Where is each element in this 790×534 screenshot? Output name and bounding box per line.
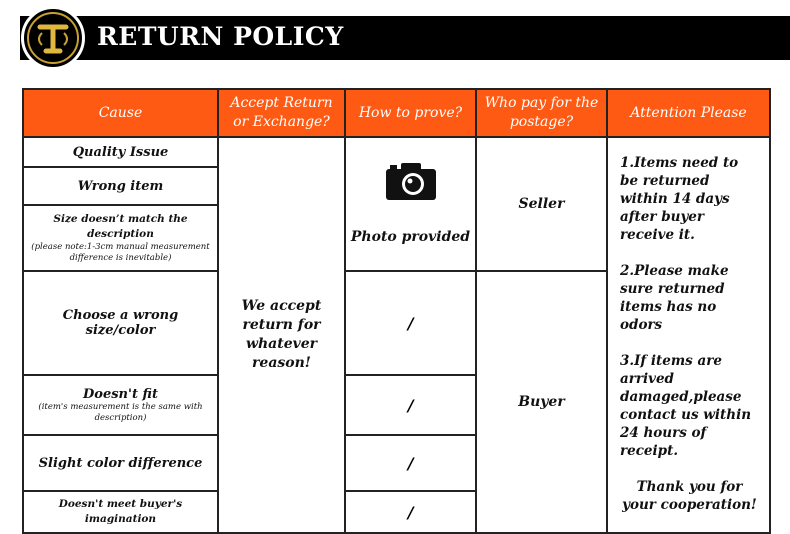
cause-cell: Wrong item [23,167,218,205]
no-proof-cell: / [345,491,476,533]
thank-you-note: Thank you for your cooperation! [622,479,757,513]
photo-provided-label: Photo provided [350,228,471,245]
page-title: RETURN POLICY [97,22,344,51]
attention-item: 3.If items are arrived damaged,please contact us within 24 hours of receipt. [620,353,752,459]
cause-label: Doesn't fit [83,386,158,402]
cause-cell: Doesn't meet buyer's imagination [23,491,218,533]
column-header-attention: Attention Please [607,89,770,137]
no-proof-cell: / [345,435,476,491]
camera-icon [386,162,436,200]
attention-item: 2.Please make sure returned items has no odors [620,263,729,333]
postage-seller-cell: Seller [476,137,607,271]
no-proof-cell: / [345,271,476,375]
column-header-postage: Who pay for the postage? [476,89,607,137]
return-policy-table [22,88,771,534]
cause-cell [23,205,218,271]
brand-logo-icon [21,6,85,70]
postage-buyer-cell: Buyer [476,271,607,533]
cause-note: (please note:1-3cm manual measurement difference is inevitable) [31,242,210,263]
accept-cell: We accept return for whatever reason! [218,137,345,533]
no-proof-cell: / [345,375,476,435]
column-header-accept: Accept Return or Exchange? [218,89,345,137]
column-header-prove: How to prove? [345,89,476,137]
column-header-cause: Cause [23,89,218,137]
cause-cell [23,375,218,435]
photo-proof-cell [345,137,476,271]
cause-cell: Choose a wrong size/color [23,271,218,375]
cause-cell: Slight color difference [23,435,218,491]
cause-label: Size doesn’t match the description [53,213,188,240]
attention-item: 1.Items need to be returned within 14 days after buyer receive it. [620,155,739,243]
attention-cell [607,137,770,533]
cause-cell: Quality Issue [23,137,218,167]
cause-note: (item's measurement is the same with description) [38,401,203,423]
